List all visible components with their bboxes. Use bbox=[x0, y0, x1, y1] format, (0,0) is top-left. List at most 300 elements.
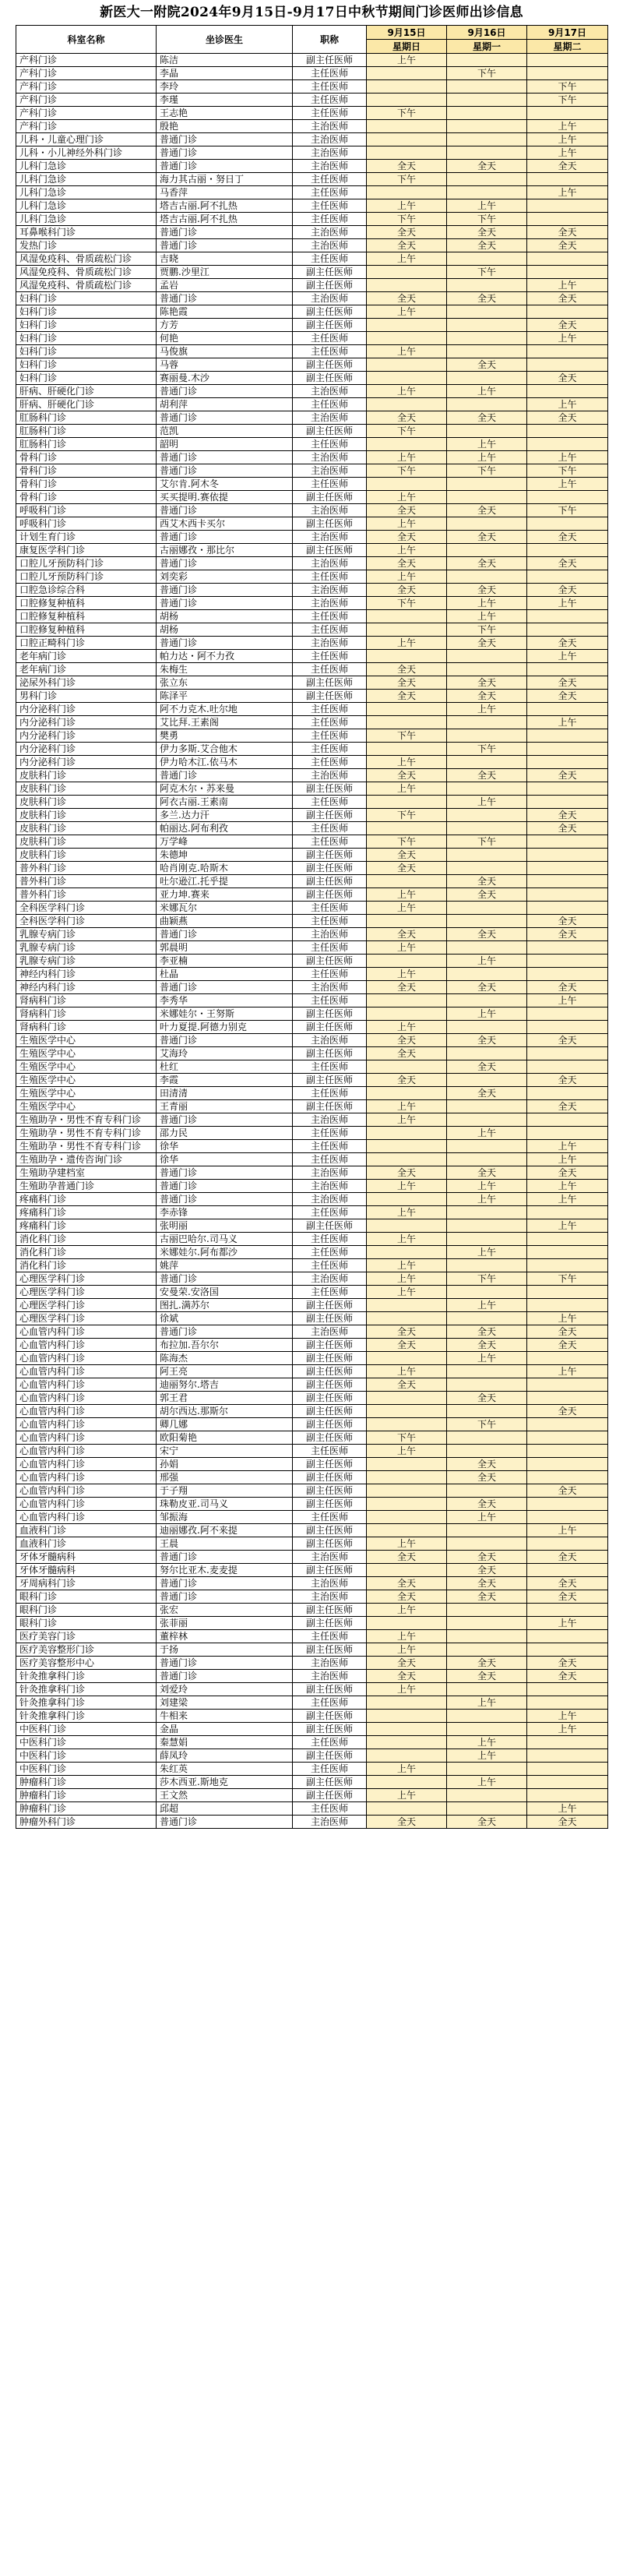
day1-cell: 全天 bbox=[367, 1378, 447, 1392]
dept-cell: 全科医学科门诊 bbox=[16, 915, 157, 928]
doctor-cell: 赛丽曼.木沙 bbox=[157, 372, 293, 385]
day3-cell bbox=[527, 1749, 608, 1763]
title-cell: 副主任医师 bbox=[293, 305, 367, 319]
doctor-cell: 范凯 bbox=[157, 425, 293, 438]
dept-cell: 乳腺专病门诊 bbox=[16, 928, 157, 941]
dept-cell: 心血管内科门诊 bbox=[16, 1484, 157, 1498]
doctor-cell: 普通门诊 bbox=[157, 504, 293, 517]
day2-cell: 全天 bbox=[447, 557, 527, 570]
title-cell: 主治医师 bbox=[293, 1816, 367, 1829]
table-row bbox=[16, 67, 608, 80]
doctor-cell: 王晨 bbox=[157, 1537, 293, 1551]
dept-cell: 儿科门急诊 bbox=[16, 173, 157, 186]
day2-cell bbox=[447, 915, 527, 928]
day1-cell: 上午 bbox=[367, 54, 447, 67]
day1-cell: 下午 bbox=[367, 597, 447, 610]
doctor-cell: 多兰.达力汗 bbox=[157, 809, 293, 822]
dept-cell: 皮肤科门诊 bbox=[16, 809, 157, 822]
title-cell: 副主任医师 bbox=[293, 1617, 367, 1630]
table-row bbox=[16, 464, 608, 478]
day3-cell: 全天 bbox=[527, 1166, 608, 1180]
dept-cell: 针灸推拿科门诊 bbox=[16, 1683, 157, 1696]
title-cell: 主治医师 bbox=[293, 464, 367, 478]
day2-cell: 上午 bbox=[447, 610, 527, 623]
doctor-cell: 马俊旗 bbox=[157, 345, 293, 358]
day3-cell: 全天 bbox=[527, 160, 608, 173]
day2-cell: 上午 bbox=[447, 703, 527, 716]
day3-cell: 全天 bbox=[527, 769, 608, 782]
doctor-cell: 曲颖燕 bbox=[157, 915, 293, 928]
day3-cell: 全天 bbox=[527, 1590, 608, 1604]
table-row bbox=[16, 1776, 608, 1789]
doctor-cell: 古丽娜孜・那比尔 bbox=[157, 544, 293, 557]
table-row bbox=[16, 1604, 608, 1617]
dept-cell: 肾病科门诊 bbox=[16, 1021, 157, 1034]
day1-cell bbox=[367, 1710, 447, 1723]
day2-cell bbox=[447, 517, 527, 531]
doctor-cell: 米娜瓦尔 bbox=[157, 902, 293, 915]
table-row bbox=[16, 743, 608, 756]
title-cell: 副主任医师 bbox=[293, 1100, 367, 1113]
day3-cell bbox=[527, 623, 608, 637]
dept-cell: 中医科门诊 bbox=[16, 1723, 157, 1736]
title-cell: 副主任医师 bbox=[293, 862, 367, 875]
dept-cell: 口腔正畸科门诊 bbox=[16, 637, 157, 650]
table-row bbox=[16, 610, 608, 623]
day3-cell bbox=[527, 835, 608, 849]
day3-cell: 下午 bbox=[527, 464, 608, 478]
table-row bbox=[16, 173, 608, 186]
title-cell: 主任医师 bbox=[293, 650, 367, 663]
day2-cell: 全天 bbox=[447, 1816, 527, 1829]
day2-cell: 上午 bbox=[447, 796, 527, 809]
page-title: 新医大一附院2024年9月15日-9月17日中秋节期间门诊医师出诊信息 bbox=[100, 5, 523, 20]
day1-cell: 下午 bbox=[367, 425, 447, 438]
dept-cell: 心血管内科门诊 bbox=[16, 1458, 157, 1471]
title-cell: 副主任医师 bbox=[293, 875, 367, 888]
table-row bbox=[16, 1683, 608, 1696]
doctor-cell: 李瑾 bbox=[157, 94, 293, 107]
title-cell: 副主任医师 bbox=[293, 1458, 367, 1471]
day3-cell: 上午 bbox=[527, 1365, 608, 1378]
day1-cell: 下午 bbox=[367, 729, 447, 743]
dept-cell: 产科门诊 bbox=[16, 120, 157, 133]
day1-cell: 上午 bbox=[367, 1643, 447, 1657]
dept-cell: 血液科门诊 bbox=[16, 1524, 157, 1537]
day2-cell: 上午 bbox=[447, 1127, 527, 1140]
title-cell: 主任医师 bbox=[293, 610, 367, 623]
title-cell: 主任医师 bbox=[293, 186, 367, 199]
day3-cell: 全天 bbox=[527, 822, 608, 835]
day2-cell: 全天 bbox=[447, 1034, 527, 1047]
title-cell: 副主任医师 bbox=[293, 809, 367, 822]
day2-cell: 全天 bbox=[447, 160, 527, 173]
title-cell: 主治医师 bbox=[293, 584, 367, 597]
dept-cell: 针灸推拿科门诊 bbox=[16, 1710, 157, 1723]
day2-cell: 全天 bbox=[447, 1166, 527, 1180]
day2-cell: 全天 bbox=[447, 690, 527, 703]
table-row bbox=[16, 1564, 608, 1577]
day2-cell: 下午 bbox=[447, 1272, 527, 1286]
day3-cell: 全天 bbox=[527, 584, 608, 597]
table-row bbox=[16, 690, 608, 703]
day3-cell bbox=[527, 544, 608, 557]
doctor-cell: 于扬 bbox=[157, 1643, 293, 1657]
title-cell: 主任医师 bbox=[293, 332, 367, 345]
day1-cell bbox=[367, 266, 447, 279]
table-row bbox=[16, 1498, 608, 1511]
title-cell: 副主任医师 bbox=[293, 1418, 367, 1431]
dept-cell: 肛肠科门诊 bbox=[16, 411, 157, 425]
doctor-cell: 普通门诊 bbox=[157, 146, 293, 160]
day3-cell bbox=[527, 663, 608, 676]
day3-cell bbox=[527, 491, 608, 504]
title-cell: 主任医师 bbox=[293, 1736, 367, 1749]
dept-cell: 心血管内科门诊 bbox=[16, 1471, 157, 1484]
dept-cell: 产科门诊 bbox=[16, 107, 157, 120]
table-row bbox=[16, 1392, 608, 1405]
day2-cell bbox=[447, 1259, 527, 1272]
day3-cell: 全天 bbox=[527, 809, 608, 822]
day1-cell: 全天 bbox=[367, 557, 447, 570]
title-cell: 主治医师 bbox=[293, 1551, 367, 1564]
doctor-cell: 胡杨 bbox=[157, 610, 293, 623]
day2-cell: 下午 bbox=[447, 266, 527, 279]
day3-cell bbox=[527, 1299, 608, 1312]
table-row bbox=[16, 1100, 608, 1113]
day3-cell: 全天 bbox=[527, 1034, 608, 1047]
day3-cell bbox=[527, 1047, 608, 1060]
day3-cell: 全天 bbox=[527, 1657, 608, 1670]
dept-cell: 妇科门诊 bbox=[16, 345, 157, 358]
day2-cell bbox=[447, 729, 527, 743]
dept-cell: 产科门诊 bbox=[16, 67, 157, 80]
table-row bbox=[16, 1445, 608, 1458]
dept-cell: 口腔修复种植科 bbox=[16, 623, 157, 637]
day3-cell: 全天 bbox=[527, 928, 608, 941]
day3-cell bbox=[527, 1007, 608, 1021]
day2-cell bbox=[447, 107, 527, 120]
dept-cell: 心理医学科门诊 bbox=[16, 1272, 157, 1286]
day3-cell: 上午 bbox=[527, 186, 608, 199]
title-cell: 主治医师 bbox=[293, 385, 367, 398]
day1-cell: 全天 bbox=[367, 531, 447, 544]
day3-cell: 全天 bbox=[527, 1100, 608, 1113]
table-row bbox=[16, 1246, 608, 1259]
table-row bbox=[16, 107, 608, 120]
title-cell: 副主任医师 bbox=[293, 1524, 367, 1537]
doctor-cell: 米娜娃尔・王努斯 bbox=[157, 1007, 293, 1021]
title-cell: 主任医师 bbox=[293, 1206, 367, 1219]
dept-cell: 医疗美容整形门诊 bbox=[16, 1643, 157, 1657]
dept-cell: 疼痛科门诊 bbox=[16, 1193, 157, 1206]
dept-cell: 肛肠科门诊 bbox=[16, 438, 157, 451]
title-cell: 主治医师 bbox=[293, 769, 367, 782]
day2-cell: 下午 bbox=[447, 743, 527, 756]
dept-cell: 皮肤科门诊 bbox=[16, 849, 157, 862]
day3-cell bbox=[527, 955, 608, 968]
doctor-cell: 西艾木西卡买尔 bbox=[157, 517, 293, 531]
table-row bbox=[16, 544, 608, 557]
table-row bbox=[16, 1259, 608, 1272]
day1-cell: 上午 bbox=[367, 1206, 447, 1219]
day3-cell bbox=[527, 1021, 608, 1034]
doctor-cell: 普通门诊 bbox=[157, 597, 293, 610]
day2-cell: 全天 bbox=[447, 1087, 527, 1100]
day3-cell bbox=[527, 517, 608, 531]
title-cell: 副主任医师 bbox=[293, 782, 367, 796]
dept-cell: 肿瘤科门诊 bbox=[16, 1789, 157, 1802]
day3-cell bbox=[527, 54, 608, 67]
table-row bbox=[16, 1577, 608, 1590]
dept-cell: 骨科门诊 bbox=[16, 451, 157, 464]
day2-cell bbox=[447, 1802, 527, 1816]
day2-cell bbox=[447, 1365, 527, 1378]
day3-cell: 全天 bbox=[527, 676, 608, 690]
title-cell: 副主任医师 bbox=[293, 1776, 367, 1789]
day1-cell: 上午 bbox=[367, 517, 447, 531]
day2-cell: 全天 bbox=[447, 1577, 527, 1590]
title-cell: 主任医师 bbox=[293, 1153, 367, 1166]
day1-cell bbox=[367, 1007, 447, 1021]
doctor-cell: 普通门诊 bbox=[157, 1034, 293, 1047]
header-title: 职称 bbox=[293, 26, 367, 54]
table-row bbox=[16, 650, 608, 663]
day2-cell: 全天 bbox=[447, 1670, 527, 1683]
day2-cell: 全天 bbox=[447, 1657, 527, 1670]
dept-cell: 肿瘤科门诊 bbox=[16, 1776, 157, 1789]
day1-cell: 上午 bbox=[367, 1021, 447, 1034]
title-cell: 副主任医师 bbox=[293, 1047, 367, 1060]
title-cell: 副主任医师 bbox=[293, 1021, 367, 1034]
day2-cell: 上午 bbox=[447, 955, 527, 968]
day1-cell: 上午 bbox=[367, 756, 447, 769]
day3-cell bbox=[527, 756, 608, 769]
header-weekday: 星期一 bbox=[447, 40, 527, 54]
day2-cell: 上午 bbox=[447, 1007, 527, 1021]
day1-cell bbox=[367, 822, 447, 835]
day2-cell bbox=[447, 1286, 527, 1299]
day3-cell: 上午 bbox=[527, 279, 608, 292]
day2-cell: 上午 bbox=[447, 1736, 527, 1749]
dept-cell: 内分泌科门诊 bbox=[16, 743, 157, 756]
day2-cell: 全天 bbox=[447, 504, 527, 517]
day2-cell bbox=[447, 1537, 527, 1551]
table-row bbox=[16, 531, 608, 544]
doctor-cell: 伊力哈木江.依马木 bbox=[157, 756, 293, 769]
dept-cell: 儿科・小儿神经外科门诊 bbox=[16, 146, 157, 160]
title-cell: 主治医师 bbox=[293, 531, 367, 544]
title-cell: 主任医师 bbox=[293, 716, 367, 729]
day1-cell: 下午 bbox=[367, 1431, 447, 1445]
day1-cell: 上午 bbox=[367, 1100, 447, 1113]
table-row bbox=[16, 1312, 608, 1325]
title-cell: 主任医师 bbox=[293, 1763, 367, 1776]
table-row bbox=[16, 597, 608, 610]
doctor-cell: 张立东 bbox=[157, 676, 293, 690]
title-cell: 主治医师 bbox=[293, 928, 367, 941]
table-row bbox=[16, 1365, 608, 1378]
day3-cell: 全天 bbox=[527, 915, 608, 928]
day2-cell: 全天 bbox=[447, 1339, 527, 1352]
day3-cell: 全天 bbox=[527, 1551, 608, 1564]
day2-cell: 全天 bbox=[447, 239, 527, 252]
dept-cell: 儿科门急诊 bbox=[16, 199, 157, 213]
title-cell: 主任医师 bbox=[293, 1630, 367, 1643]
day3-cell: 上午 bbox=[527, 398, 608, 411]
table-row bbox=[16, 1047, 608, 1060]
day3-cell bbox=[527, 305, 608, 319]
dept-cell: 生殖医学中心 bbox=[16, 1047, 157, 1060]
doctor-cell: 邱超 bbox=[157, 1802, 293, 1816]
day2-cell bbox=[447, 146, 527, 160]
doctor-cell: 郭晨明 bbox=[157, 941, 293, 955]
doctor-cell: 刘爱玲 bbox=[157, 1683, 293, 1696]
day3-cell: 上午 bbox=[527, 716, 608, 729]
day1-cell: 下午 bbox=[367, 464, 447, 478]
day2-cell: 上午 bbox=[447, 1193, 527, 1206]
day1-cell: 全天 bbox=[367, 1816, 447, 1829]
day3-cell: 全天 bbox=[527, 319, 608, 332]
table-row bbox=[16, 1670, 608, 1683]
day1-cell: 上午 bbox=[367, 1630, 447, 1643]
table-row bbox=[16, 491, 608, 504]
day1-cell: 上午 bbox=[367, 1537, 447, 1551]
day1-cell bbox=[367, 650, 447, 663]
day3-cell: 全天 bbox=[527, 1484, 608, 1498]
table-row bbox=[16, 1418, 608, 1431]
day2-cell bbox=[447, 1683, 527, 1696]
doctor-cell: 李霞 bbox=[157, 1074, 293, 1087]
dept-cell: 儿科・儿童心理门诊 bbox=[16, 133, 157, 146]
day3-cell bbox=[527, 1352, 608, 1365]
table-row bbox=[16, 623, 608, 637]
title-cell: 主任医师 bbox=[293, 1140, 367, 1153]
day2-cell: 上午 bbox=[447, 597, 527, 610]
day2-cell bbox=[447, 120, 527, 133]
day2-cell: 全天 bbox=[447, 928, 527, 941]
day3-cell: 上午 bbox=[527, 120, 608, 133]
day3-cell bbox=[527, 1696, 608, 1710]
day2-cell: 上午 bbox=[447, 1180, 527, 1193]
table-row bbox=[16, 902, 608, 915]
dept-cell: 骨科门诊 bbox=[16, 491, 157, 504]
dept-cell: 心血管内科门诊 bbox=[16, 1352, 157, 1365]
doctor-cell: 普通门诊 bbox=[157, 411, 293, 425]
title-cell: 主任医师 bbox=[293, 1127, 367, 1140]
schedule-table bbox=[16, 25, 608, 1829]
day3-cell: 上午 bbox=[527, 650, 608, 663]
day1-cell: 下午 bbox=[367, 835, 447, 849]
title-cell: 副主任医师 bbox=[293, 1710, 367, 1723]
dept-cell: 心血管内科门诊 bbox=[16, 1431, 157, 1445]
day2-cell: 全天 bbox=[447, 676, 527, 690]
table-row bbox=[16, 769, 608, 782]
title-cell: 副主任医师 bbox=[293, 372, 367, 385]
title-cell: 主治医师 bbox=[293, 1034, 367, 1047]
table-row bbox=[16, 1325, 608, 1339]
dept-cell: 眼科门诊 bbox=[16, 1604, 157, 1617]
dept-cell: 中医科门诊 bbox=[16, 1763, 157, 1776]
day2-cell bbox=[447, 756, 527, 769]
day3-cell bbox=[527, 266, 608, 279]
dept-cell: 皮肤科门诊 bbox=[16, 782, 157, 796]
doctor-cell: 布拉加.吾尔尔 bbox=[157, 1339, 293, 1352]
table-row bbox=[16, 160, 608, 173]
table-row bbox=[16, 305, 608, 319]
table-row bbox=[16, 1140, 608, 1153]
day2-cell: 全天 bbox=[447, 1551, 527, 1564]
day1-cell bbox=[367, 319, 447, 332]
day2-cell: 上午 bbox=[447, 385, 527, 398]
dept-cell: 骨科门诊 bbox=[16, 478, 157, 491]
title-cell: 副主任医师 bbox=[293, 955, 367, 968]
day2-cell bbox=[447, 1630, 527, 1643]
title-cell: 主治医师 bbox=[293, 1590, 367, 1604]
dept-cell: 生殖助孕・男性不育专科门诊 bbox=[16, 1127, 157, 1140]
day2-cell bbox=[447, 1047, 527, 1060]
doctor-cell: 陈艳霞 bbox=[157, 305, 293, 319]
day3-cell: 上午 bbox=[527, 1710, 608, 1723]
title-cell: 主任医师 bbox=[293, 80, 367, 94]
title-cell: 主任医师 bbox=[293, 398, 367, 411]
day2-cell: 全天 bbox=[447, 875, 527, 888]
doctor-cell: 阿不力克木.吐尔地 bbox=[157, 703, 293, 716]
table-row bbox=[16, 1431, 608, 1445]
table-row bbox=[16, 358, 608, 372]
table-row bbox=[16, 663, 608, 676]
doctor-cell: 普通门诊 bbox=[157, 1657, 293, 1670]
day1-cell: 上午 bbox=[367, 1113, 447, 1127]
day3-cell bbox=[527, 1511, 608, 1524]
title-cell: 主任医师 bbox=[293, 994, 367, 1007]
table-row bbox=[16, 941, 608, 955]
day1-cell bbox=[367, 955, 447, 968]
doctor-cell: 海力其古丽・努日丁 bbox=[157, 173, 293, 186]
table-row bbox=[16, 1352, 608, 1365]
table-row bbox=[16, 570, 608, 584]
day2-cell bbox=[447, 305, 527, 319]
day3-cell: 全天 bbox=[527, 981, 608, 994]
title-cell: 副主任医师 bbox=[293, 54, 367, 67]
title-cell: 主治医师 bbox=[293, 1113, 367, 1127]
title-cell: 副主任医师 bbox=[293, 1312, 367, 1325]
day3-cell: 全天 bbox=[527, 557, 608, 570]
day3-cell bbox=[527, 1233, 608, 1246]
day3-cell: 下午 bbox=[527, 94, 608, 107]
day2-cell: 全天 bbox=[447, 769, 527, 782]
title-cell: 主任医师 bbox=[293, 743, 367, 756]
day3-cell bbox=[527, 1087, 608, 1100]
day2-cell bbox=[447, 822, 527, 835]
header-date: 9月15日 bbox=[367, 26, 447, 40]
dept-cell: 产科门诊 bbox=[16, 54, 157, 67]
dept-cell: 产科门诊 bbox=[16, 94, 157, 107]
day3-cell bbox=[527, 1418, 608, 1431]
day2-cell bbox=[447, 54, 527, 67]
day2-cell: 全天 bbox=[447, 981, 527, 994]
title-cell: 主任医师 bbox=[293, 67, 367, 80]
day1-cell bbox=[367, 796, 447, 809]
title-cell: 副主任医师 bbox=[293, 1471, 367, 1484]
table-row bbox=[16, 120, 608, 133]
dept-cell: 呼吸科门诊 bbox=[16, 517, 157, 531]
day1-cell bbox=[367, 1617, 447, 1630]
dept-cell: 针灸推拿科门诊 bbox=[16, 1670, 157, 1683]
day3-cell bbox=[527, 570, 608, 584]
day3-cell bbox=[527, 1471, 608, 1484]
dept-cell: 皮肤科门诊 bbox=[16, 796, 157, 809]
